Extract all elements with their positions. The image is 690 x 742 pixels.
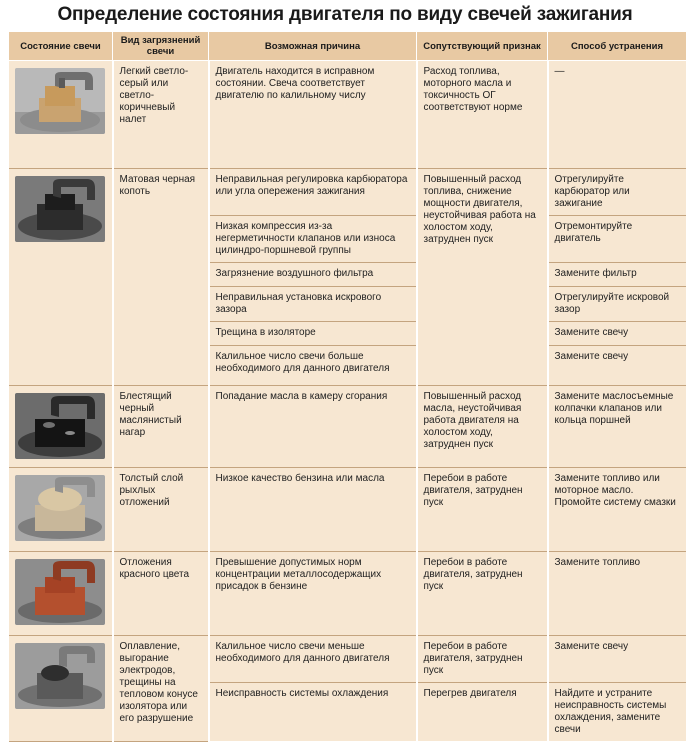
spark-plug-red-deposits-photo [15,559,105,625]
cause-cell: Калильное число свечи меньше необходимого для данного двигателя [209,636,417,683]
spark-plug-oily-black-photo [15,393,105,459]
symptom-cell: Перебои в работе двигателя, затруднен пуск [417,552,548,636]
fix-cell: — [548,61,687,169]
fix-cell: Замените топливо [548,552,687,636]
fix-cell: Отрегулируйте искровой зазор [548,287,687,322]
table-row [9,169,687,216]
deposit-cell: Блестящий черный маслянистый нагар [113,386,209,468]
cause-cell: Загрязнение воздушного фильтра [209,263,417,287]
cause-cell: Трещина в изоляторе [209,322,417,346]
photo-cell [9,468,113,552]
cause-cell: Неправильная установка искрового зазора [209,287,417,322]
table-row [9,386,687,468]
cause-cell: Низкое качество бензина или масла [209,468,417,552]
header-fix: Способ устранения [548,32,687,61]
fix-cell: Замените топливо или моторное масло. Промойте систему смазки [548,468,687,552]
symptom-cell: Повышенный расход топлива, снижение мощности двигателя, неустойчивая работа на холостом ходу, затруднен пуск [417,169,548,386]
header-state: Состояние свечи [9,32,113,61]
fix-cell: Найдите и устраните неисправность системы охлаждения, замените свечи [548,683,687,742]
symptom-cell: Повышенный расход масла, неустойчивая работа двигателя на холостом ходу, затруднен пуск [417,386,548,468]
photo-cell [9,552,113,636]
symptom-cell: Перегрев двигателя [417,683,548,742]
table-header-row [9,32,687,61]
photo-cell [9,169,113,386]
photo-cell [9,386,113,468]
fix-cell: Замените свечу [548,346,687,386]
cause-cell: Превышение допустимых норм концентрации металлосодержащих присадок в бензине [209,552,417,636]
cause-cell: Низкая компрессия из-за негерметичности клапанов или износа цилиндро-поршневой группы [209,216,417,263]
page-title: Определение состояния двигателя по виду свечей зажигания [57,4,633,25]
table-row [9,552,687,636]
fix-cell: Замените свечу [548,636,687,683]
symptom-cell: Перебои в работе двигателя, затруднен пуск [417,468,548,552]
photo-cell [9,61,113,169]
deposit-cell: Толстый слой рыхлых отложений [113,468,209,552]
fix-cell: Замените свечу [548,322,687,346]
spark-plug-melted-electrodes-photo [15,643,105,709]
spark-plug-light-brown-photo [15,68,105,134]
symptom-cell: Расход топлива, моторного масла и токсичность ОГ соответствуют норме [417,61,548,169]
deposit-cell: Матовая черная копоть [113,169,209,386]
spark-plug-thick-loose-deposits-photo [15,475,105,541]
fix-cell: Замените маслосъемные колпачки клапанов или кольца поршней [548,386,687,468]
table-row [9,636,687,683]
header-symptom: Сопутствующий признак [417,32,548,61]
header-deposit: Вид загрязнений свечи [113,32,209,61]
spark-plug-matte-black-soot-photo [15,176,105,242]
table-row [9,61,687,169]
cause-cell: Двигатель находится в исправном состоянии. Свеча соответствует двигателю по калильному числу [209,61,417,169]
fix-cell: Замените фильтр [548,263,687,287]
deposit-cell: Оплавление, выгорание электродов, трещины на тепловом конусе изолятора или его разрушение [113,636,209,742]
fix-cell: Отрегулируйте карбюратор или зажигание [548,169,687,216]
symptom-cell: Перебои в работе двигателя, затруднен пуск [417,636,548,683]
photo-cell [9,636,113,742]
cause-cell: Неисправность системы охлаждения [209,683,417,742]
header-cause: Возможная причина [209,32,417,61]
cause-cell: Попадание масла в камеру сгорания [209,386,417,468]
deposit-cell: Отложения красного цвета [113,552,209,636]
cause-cell: Неправильная регулировка карбюратора или угла опережения зажигания [209,169,417,216]
deposit-cell: Легкий светло-серый или светло-коричневый налет [113,61,209,169]
cause-cell: Калильное число свечи больше необходимого для данного двигателя [209,346,417,386]
table-row [9,468,687,552]
fix-cell: Отремонтируйте двигатель [548,216,687,263]
spark-plug-table [8,31,688,742]
